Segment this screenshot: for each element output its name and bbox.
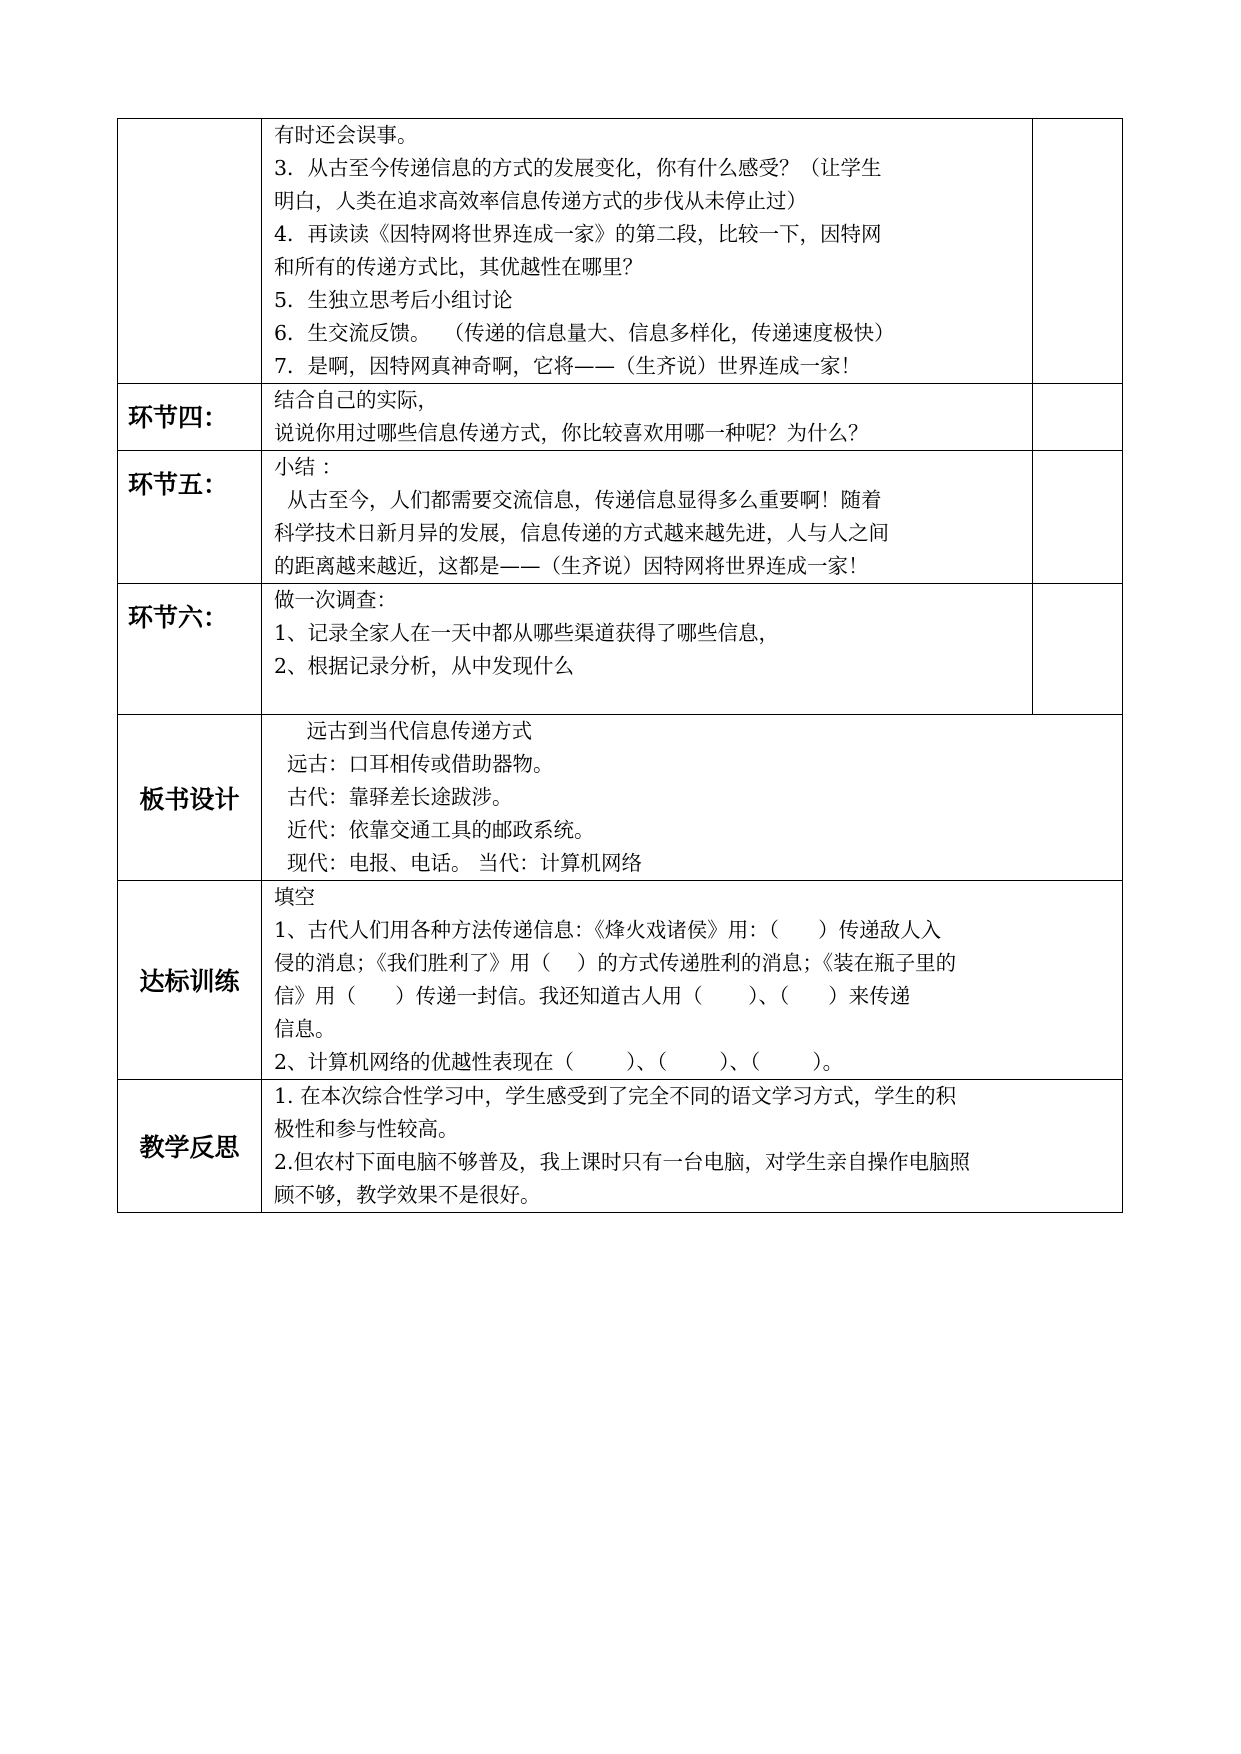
content-line: 4．再读读《因特网将世界连成一家》的第二段，比较一下，因特网 <box>274 222 882 246</box>
row-label-cell <box>118 881 262 1080</box>
content-line: 2、计算机网络的优越性表现在（ ）、（ ）、（ ）。 <box>274 1050 844 1074</box>
content-line: 说说你用过哪些信息传递方式，你比较喜欢用哪一种呢？为什么？ <box>274 421 869 445</box>
row-label-cell <box>118 384 262 451</box>
row-content-cell <box>262 119 1033 384</box>
row-label: 达标训练 <box>139 967 240 996</box>
content-line: 和所有的传递方式比，其优越性在哪里？ <box>274 255 643 279</box>
lesson-plan-sheet <box>117 118 1123 1213</box>
row-content-cell <box>262 1080 1123 1213</box>
row-label: 板书设计 <box>139 784 240 814</box>
content-line: 填空 <box>274 885 315 909</box>
row-label-cell <box>118 451 262 584</box>
content-line: 科学技术日新月异的发展，信息传递的方式越来越先进，人与人之间 <box>274 521 889 545</box>
content-line: 远古：口耳相传或借助器物。 <box>274 752 554 776</box>
row-label: 环节六： <box>128 603 229 632</box>
content-line: 6．生交流反馈。 （传递的信息量大、信息多样化，传递速度极快） <box>274 321 895 345</box>
content-line: 2、根据记录分析，从中发现什么 <box>274 654 575 678</box>
content-line: 做一次调查： <box>274 588 397 612</box>
row-label: 教学反思 <box>139 1133 240 1162</box>
content-line: 1. 在本次综合性学习中，学生感受到了完全不同的语文学习方式，学生的积 <box>274 1084 957 1108</box>
table-row-board-design <box>118 715 1123 881</box>
content-line: 1、古代人们用各种方法传递信息：《烽火戏诸侯》用：（ ）传递敌人入 <box>274 918 942 942</box>
row-content-cell <box>262 881 1123 1080</box>
lesson-plan-table <box>117 118 1123 1213</box>
row-content-cell <box>262 451 1033 584</box>
row-label-cell <box>118 1080 262 1213</box>
content-line: 7．是啊，因特网真神奇啊，它将——（生齐说）世界连成一家！ <box>274 354 862 378</box>
row-label: 环节四： <box>128 403 229 432</box>
content-line: 结合自己的实际， <box>274 388 438 412</box>
table-row-continuation <box>118 119 1123 384</box>
content-line: 从古至今，人们都需要交流信息，传递信息显得多么重要啊！随着 <box>274 488 882 512</box>
table-row-step-5 <box>118 451 1123 584</box>
row-content-cell <box>262 384 1033 451</box>
content-line: 5．生独立思考后小组讨论 <box>274 288 513 312</box>
content-line: 远古到当代信息传递方式 <box>274 719 533 743</box>
content-line: 古代：靠驿差长途跋涉。 <box>274 785 513 809</box>
row-note-cell <box>1033 584 1123 715</box>
content-line: 3．从古至今传递信息的方式的发展变化，你有什么感受？（让学生 <box>274 156 882 180</box>
row-note-cell <box>1033 384 1123 451</box>
table-row-step-4 <box>118 384 1123 451</box>
table-row-step-6 <box>118 584 1123 715</box>
content-line: 明白，人类在追求高效率信息传递方式的步伐从未停止过） <box>274 189 807 213</box>
row-content-cell <box>262 715 1123 881</box>
content-line: 2.但农村下面电脑不够普及，我上课时只有一台电脑，对学生亲自操作电脑照 <box>274 1150 971 1174</box>
content-line: 信》用（ ）传递一封信。我还知道古人用（ ）、（ ）来传递 <box>274 984 911 1008</box>
content-line: 信息。 <box>274 1017 336 1041</box>
content-line: 近代：依靠交通工具的邮政系统。 <box>274 818 595 842</box>
row-label-cell <box>118 584 262 715</box>
content-line: 现代：电报、电话。 当代：计算机网络 <box>274 851 643 875</box>
content-line: 有时还会误事。 <box>274 123 418 147</box>
content-line: 小结 ： <box>274 455 343 479</box>
content-line: 顾不够，教学效果不是很好。 <box>274 1183 541 1207</box>
table-row-reflection <box>118 1080 1123 1213</box>
row-content-cell <box>262 584 1033 715</box>
content-line: 1、记录全家人在一天中都从哪些渠道获得了哪些信息， <box>274 621 780 645</box>
row-label-cell <box>118 715 262 881</box>
content-line: 的距离越来越近，这都是——（生齐说）因特网将世界连成一家！ <box>274 554 869 578</box>
row-note-cell <box>1033 119 1123 384</box>
row-label: 环节五： <box>128 470 229 499</box>
table-row-practice <box>118 881 1123 1080</box>
row-note-cell <box>1033 451 1123 584</box>
content-line: 侵的消息；《我们胜利了》用（ ）的方式传递胜利的消息；《装在瓶子里的 <box>274 951 957 975</box>
content-line: 极性和参与性较高。 <box>274 1117 459 1141</box>
row-label-cell <box>118 119 262 384</box>
